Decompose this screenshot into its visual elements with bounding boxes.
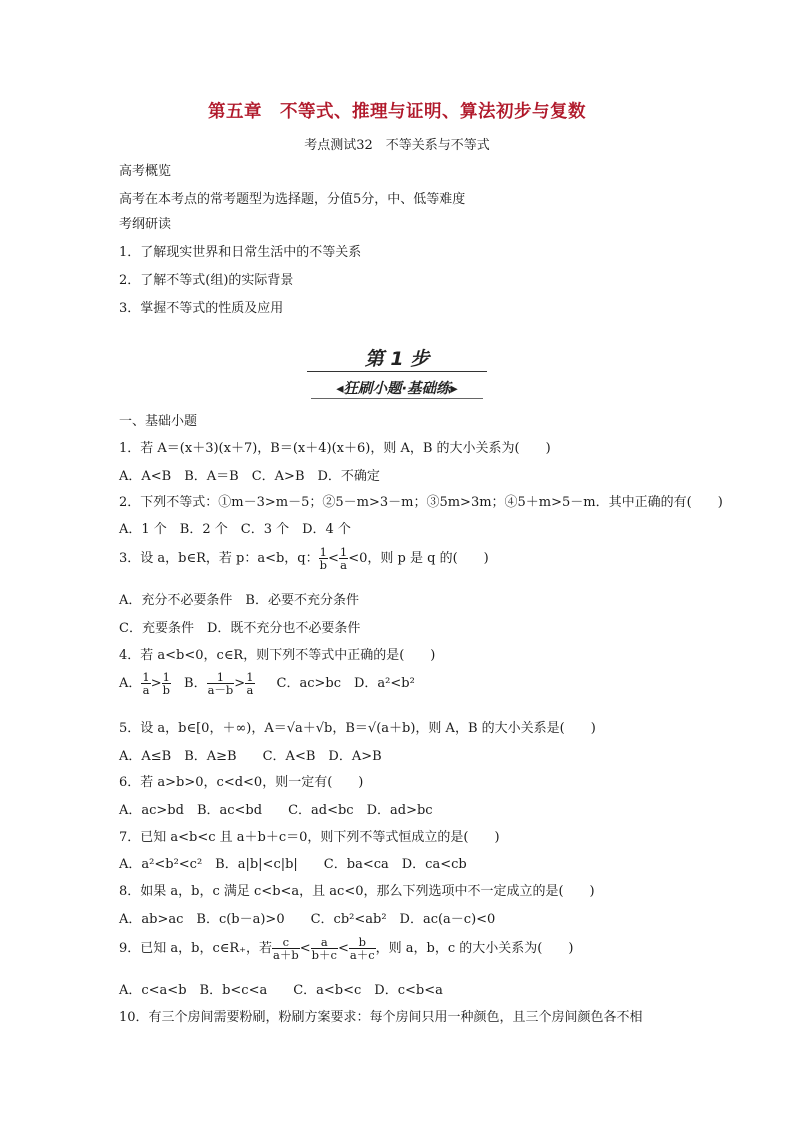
question-8-stem: 8．如果 a，b，c 满足 c<b<a，且 ac<0，那么下列选项中不一定成立的是( ) xyxy=(119,884,595,899)
section-subtitle: 考点测试32 不等关系与不等式 xyxy=(304,138,490,153)
question-4-stem: 4．若 a<b<0，c∈R，则下列不等式中正确的是( ) xyxy=(119,648,436,663)
question-8-options: A．ab>ac B．c(b－a)>0 C．cb²<ab² D．ac(a－c)<0 xyxy=(119,912,496,927)
step-label: 第 1 步 xyxy=(364,348,430,370)
syllabus-item: 1．了解现实世界和日常生活中的不等关系 xyxy=(119,245,362,260)
question-5-stem: 5．设 a，b∈[0，＋∞)，A＝√a＋√b，B＝√(a＋b)，则 A，B 的大小关系是( ) xyxy=(119,721,596,736)
question-7-stem: 7．已知 a<b<c 且 a＋b＋c＝0，则下列不等式恒成立的是( ) xyxy=(119,830,500,845)
q3-text: 3．设 a，b∈R，若 p：a<b，q： xyxy=(119,551,319,567)
question-6-options: A．ac>bd B．ac<bd C．ad<bc D．ad>bc xyxy=(119,803,433,818)
question-9-options: A．c<a<b B．b<c<a C．a<b<c D．c<b<a xyxy=(119,983,443,998)
step-banner xyxy=(307,344,487,400)
fraction: $\frac{a}{b+c}$ xyxy=(311,935,337,963)
fraction: $\frac{1}{b}$ xyxy=(319,545,328,573)
section-heading: 一、基础小题 xyxy=(119,414,198,429)
overview-heading: 高考概览 xyxy=(119,164,172,179)
question-5-options: A．A≤B B．A≥B C．A<B D．A>B xyxy=(119,749,382,764)
question-10-stem: 10．有三个房间需要粉刷，粉刷方案要求：每个房间只用一种颜色，且三个房间颜色各不相 xyxy=(119,1010,643,1025)
syllabus-item: 3．掌握不等式的性质及应用 xyxy=(119,301,284,316)
chapter-title: 第五章 不等式、推理与证明、算法初步与复数 xyxy=(208,102,586,122)
question-7-options: A．a²<b²<c² B．a|b|<c|b| C．ba<ca D．ca<cb xyxy=(119,857,467,872)
banner-rule xyxy=(307,371,487,372)
syllabus-heading: 考纲研读 xyxy=(119,217,172,232)
question-4-options: A． $\frac{1}{a}$ > $\frac{1}{b}$ B． $\frac{1}{a-b}$ > $\frac{1}{a}$ C．ac>bc D．a²<b² xyxy=(119,670,415,698)
step-tag: ◂狂刷小题·基础练▸ xyxy=(336,381,458,397)
question-1-options: A．A<B B．A＝B C．A>B D．不确定 xyxy=(119,469,380,484)
fraction: $\frac{1}{a-b}$ xyxy=(207,670,234,698)
question-3-options: C．充要条件 D．既不充分也不必要条件 xyxy=(119,621,361,636)
banner-rule xyxy=(311,398,483,399)
syllabus-item: 2．了解不等式(组)的实际背景 xyxy=(119,273,294,288)
question-2-stem: 2．下列不等式：①m－3>m－5；②5－m>3－m；③5m>3m；④5＋m>5－m．其中正确的有( ) xyxy=(119,495,723,510)
fraction: $\frac{1}{a}$ xyxy=(142,670,150,698)
fraction: $\frac{1}{a}$ xyxy=(246,670,254,698)
fraction: $\frac{b}{a+c}$ xyxy=(349,935,375,963)
fraction: $\frac{1}{a}$ xyxy=(339,545,348,573)
fraction: $\frac{1}{b}$ xyxy=(162,670,170,698)
overview-text: 高考在本考点的常考题型为选择题，分值5分，中、低等难度 xyxy=(119,192,466,207)
question-6-stem: 6．若 a>b>0，c<d<0，则一定有( ) xyxy=(119,775,364,790)
q3-text: <0，则 p 是 q 的( ) xyxy=(348,551,489,567)
question-3-stem: 3．设 a，b∈R，若 p：a<b，q： $\frac{1}{b}$ < $\frac{1}{a}$ <0，则 p 是 q 的( ) xyxy=(119,545,489,573)
question-2-options: A．1 个 B．2 个 C．3 个 D．4 个 xyxy=(119,522,351,537)
question-1-stem: 1．若 A＝(x＋3)(x＋7)，B＝(x＋4)(x＋6)，则 A，B 的大小关系为( ) xyxy=(119,441,551,456)
question-9-stem: 9．已知 a，b，c∈R₊，若 $\frac{c}{a+b}$ < $\frac{a}{b+c}$ < $\frac{b}{a+c}$ ，则 a，b，c 的大小关系为( ) xyxy=(119,935,574,963)
question-3-options: A．充分不必要条件 B．必要不充分条件 xyxy=(119,593,359,608)
fraction: $\frac{c}{a+b}$ xyxy=(273,935,299,963)
